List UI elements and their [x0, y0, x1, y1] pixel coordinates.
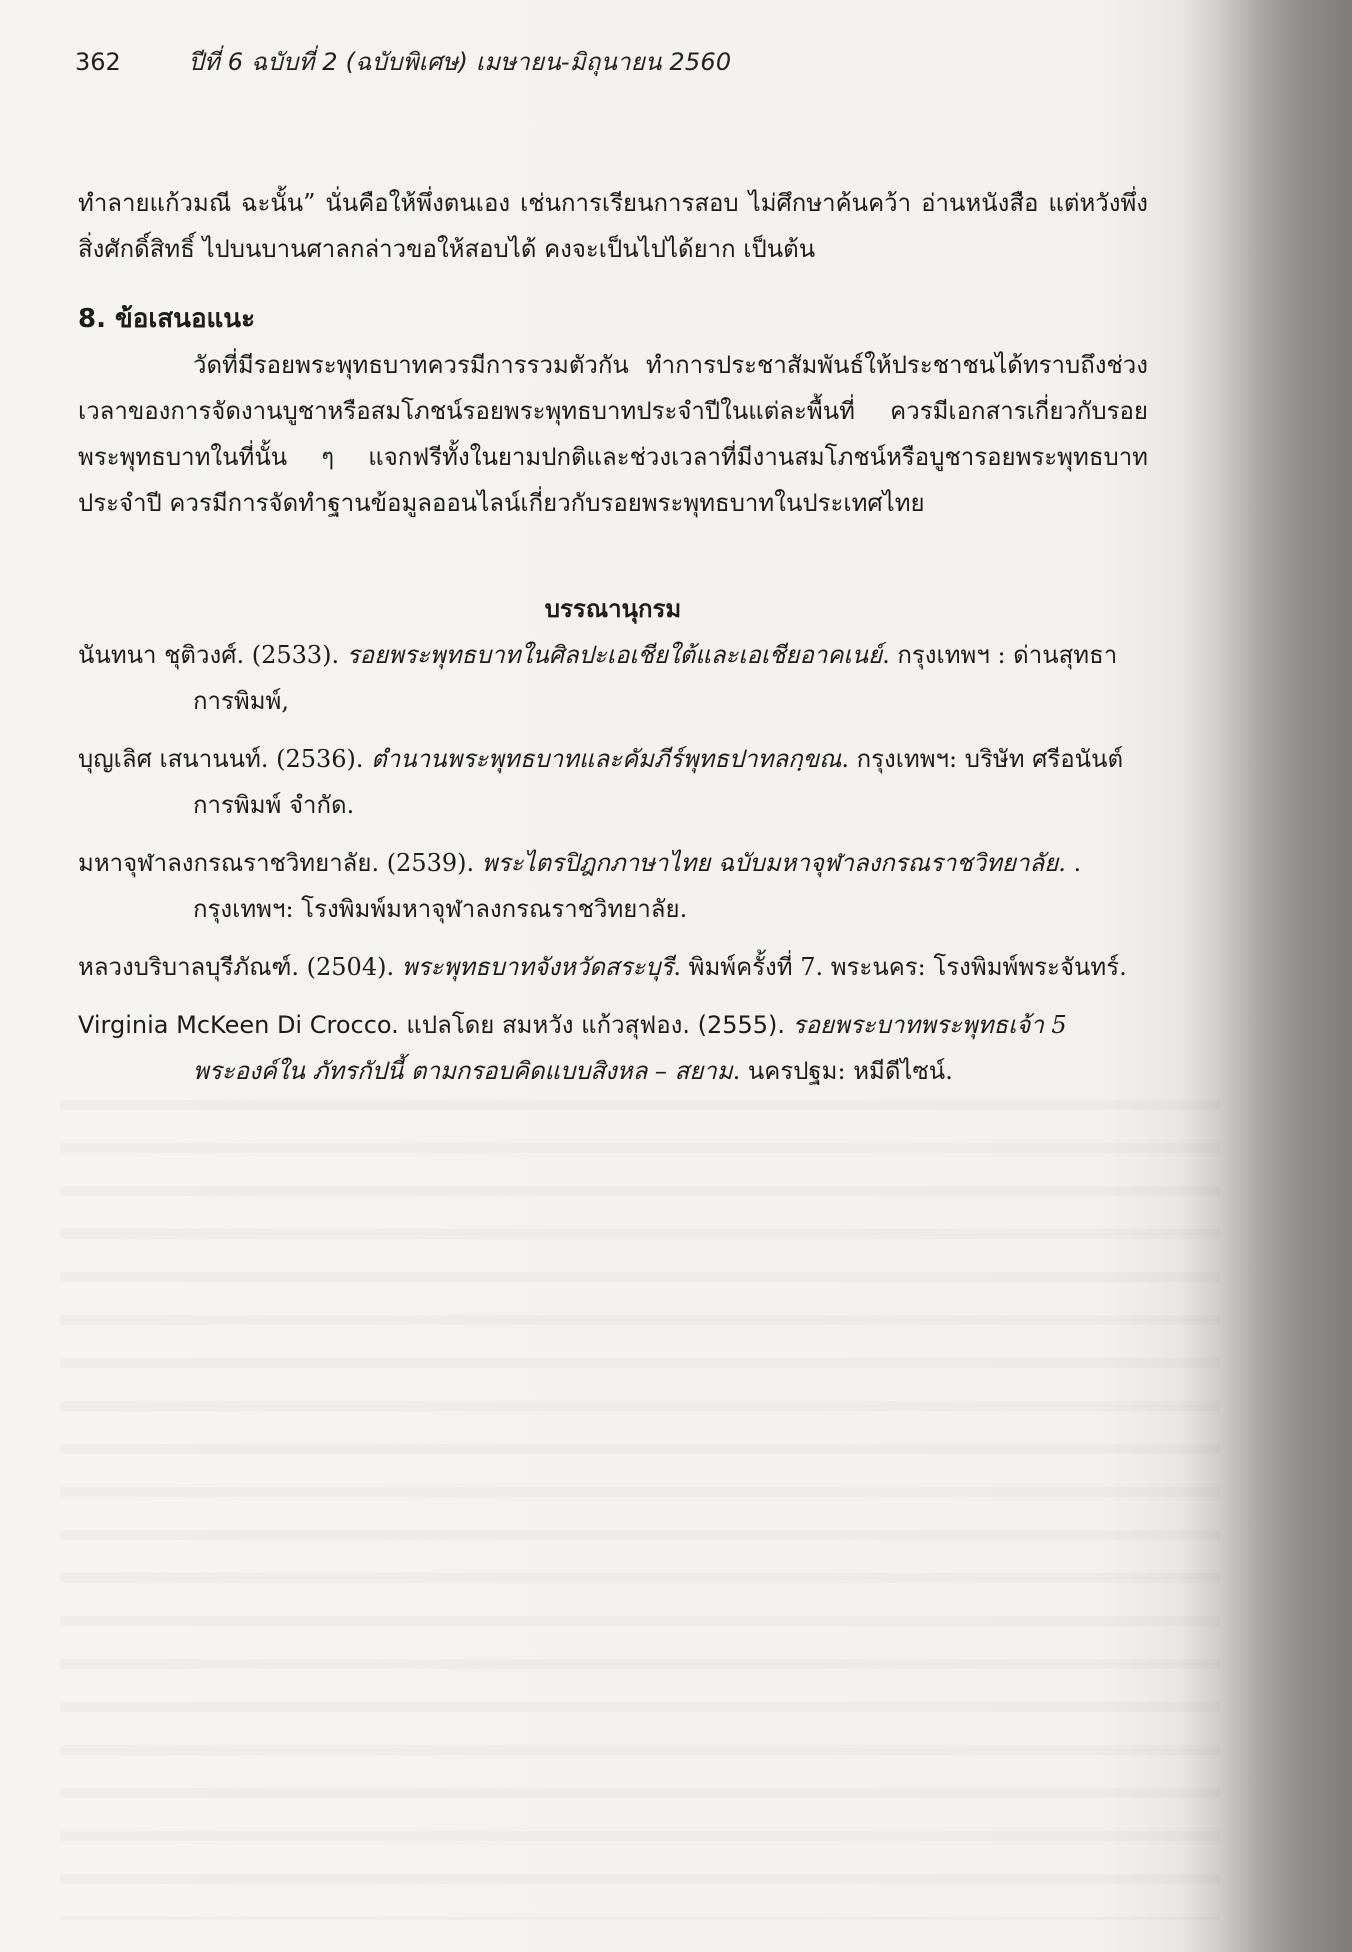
section-heading: 8. ข้อเสนอแนะ: [78, 304, 256, 334]
reference-item: [78, 632, 1148, 724]
reference-item: [78, 944, 1148, 990]
reference-title: รอยพระบาทพระพุทธเจ้า 5 พระองค์ใน ภัทรกัปนี้ ตามกรอบคิดแบบสิงหล – สยาม: [193, 1011, 1067, 1085]
references-title: บรรณานุกรม: [544, 594, 682, 623]
reference-title: รอยพระพุทธบาทในศิลปะเอเชียใต้และเอเชียอาคเนย์: [346, 641, 883, 669]
page-number: 362: [75, 48, 121, 76]
show-through-texture: [60, 1100, 1220, 1920]
journal-info: ปีที่ 6 ฉบับที่ 2 (ฉบับพิเศษ) เมษายน-มิถุนายน 2560: [188, 48, 732, 76]
page-content: [78, 180, 1148, 1106]
reference-author: นันทนา ชุติวงศ์. (2533).: [78, 641, 347, 669]
reference-publisher: . กรุงเทพฯ: บริษัท ศรีอนันต์การพิมพ์ จำกัด.: [193, 745, 1124, 819]
reference-author: Virginia McKeen Di Crocco. แปลโดย สมหวัง แก้วสุฟอง. (2555).: [78, 1011, 793, 1039]
reference-title: พระพุทธบาทจังหวัดสระบุรี: [401, 953, 674, 981]
reference-item: [78, 1002, 1148, 1094]
reference-publisher: . พิมพ์ครั้งที่ 7. พระนคร: โรงพิมพ์พระจันทร์.: [673, 953, 1127, 981]
reference-publisher: . กรุงเทพฯ: โรงพิมพ์มหาจุฬาลงกรณราชวิทยาลัย.: [193, 849, 1082, 923]
reference-publisher: . นครปฐม: หมีดีไซน์.: [732, 1057, 953, 1085]
continuation-paragraph: ทำลายแก้วมณี ฉะนั้น” นั่นคือให้พึ่งตนเอง เช่นการเรียนการสอบ ไม่ศึกษาค้นคว้า อ่านหนังสือ แต่หวังพึ่งสิ่งศักดิ์สิทธิ์ ไปบนบานศาลกล่าวขอให้สอบได้ คงจะเป็นไปได้ยาก เป็นต้น: [78, 189, 1148, 263]
reference-author: หลวงบริบาลบุรีภัณฑ์. (2504).: [78, 953, 402, 981]
reference-author: บุญเลิศ เสนานนท์. (2536).: [78, 745, 372, 773]
reference-author: มหาจุฬาลงกรณราชวิทยาลัย. (2539).: [78, 849, 482, 877]
reference-publisher: . กรุงเทพฯ : ด่านสุทธาการพิมพ์,: [193, 641, 1118, 715]
recommendation-paragraph: วัดที่มีรอยพระพุทธบาทควรมีการรวมตัวกัน ทำการประชาสัมพันธ์ให้ประชาชนได้ทราบถึงช่วงเวลาของการจัดงานบูชาหรือสมโภชน์รอยพระพุทธบาทประจำปีในแต่ละพื้นที่ ควรมีเอกสารเกี่ยวกับรอยพระพุทธบาทในที่นั้น ๆ แจกฟรีทั้งในยามปกติและช่วงเวลาที่มีงานสมโภชน์หรือบูชารอยพระพุทธบาทประจำปี ควรมีการจัดทำฐานข้อมูลออนไลน์เกี่ยวกับรอยพระพุทธบาทในประเทศไทย: [78, 351, 1148, 517]
reference-item: [78, 840, 1148, 932]
page-header: [75, 42, 731, 81]
reference-title: ตำนานพระพุทธบาทและคัมภีร์พุทธปาทลกฺขณ: [371, 745, 842, 773]
reference-title: พระไตรปิฎกภาษาไทย ฉบับมหาจุฬาลงกรณราชวิทยาลัย.: [481, 849, 1066, 877]
reference-item: [78, 736, 1148, 828]
